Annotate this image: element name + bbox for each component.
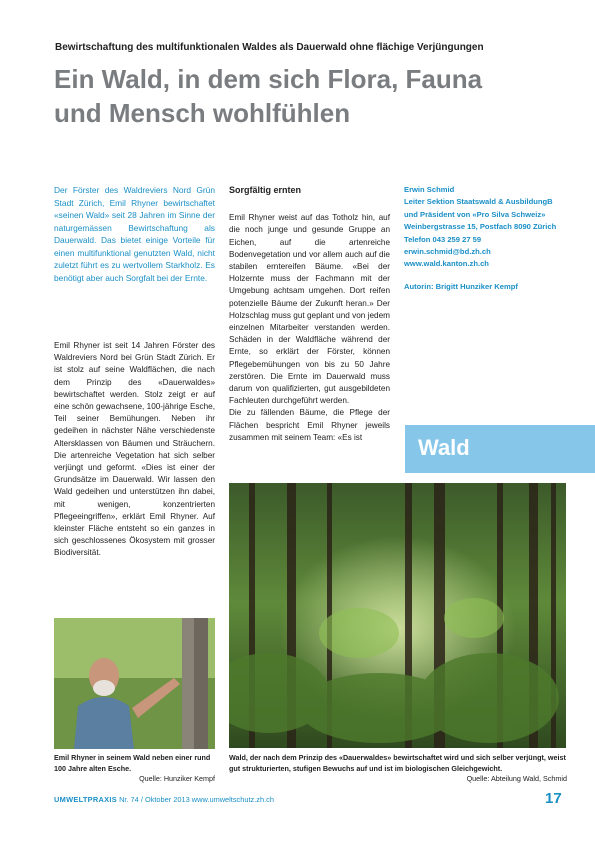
contact-box (404, 184, 557, 293)
caption-forester (54, 753, 215, 785)
contact-name: Erwin Schmid (404, 185, 455, 194)
caption-source: Quelle: Hunziker Kempf (139, 774, 215, 783)
caption-text: Emil Rhyner in seinem Wald neben einer rund 100 Jahre alten Esche. (54, 753, 211, 773)
contact-web[interactable]: www.wald.kanton.zh.ch (404, 259, 489, 269)
section-tag-label: Wald (418, 435, 470, 460)
section-tag (405, 425, 595, 473)
footer (54, 795, 274, 804)
article-title (54, 62, 554, 130)
author-credit: Autorin: Brigitt Hunziker Kempf (404, 281, 518, 291)
contact-email[interactable]: erwin.schmid@bd.zh.ch (404, 247, 491, 257)
page-number: 17 (545, 790, 562, 807)
contact-phone: Telefon 043 259 27 59 (404, 234, 482, 244)
section-heading: Sorgfältig ernten (229, 185, 302, 195)
contact-address: Weinbergstrasse 15, Postfach 8090 Zürich (404, 222, 557, 232)
article-kicker: Bewirtschaftung des multifunktionalen Waldes als Dauerwald ohne flächige Verjüngungen (55, 42, 484, 53)
footer-url[interactable]: www.umweltschutz.zh.ch (191, 795, 274, 804)
contact-role: Leiter Sektion Staatswald & AusbildungB (404, 197, 553, 207)
body-paragraph: Die zu fällenden Bäume, die Pflege der Flächen bespricht Emil Rhyner jeweils zusammen mit seinem Team: «Es ist (229, 408, 390, 442)
footer-brand: UMWELTPRAXIS (54, 795, 117, 804)
footer-issue: Nr. 74 / Oktober 2013 (119, 795, 190, 804)
lead-paragraph: Der Förster des Waldreviers Nord Grün Stadt Zürich, Emil Rhyner bewirtschaftet «seinen Wald» seit 28 Jahren im Sinne der naturgemässen Bewirtschaftung als Dauerwald. Das bietet einige Vorteile für einen multifunktional genutzten Wald, nicht zuletzt führt es zu wertvollem Starkholz. Es benötigt aber auch Sorgfalt bei der Ernte. (54, 185, 215, 283)
title-line-1: Ein Wald, in dem sich Flora, Fauna (54, 64, 483, 94)
column-1 (54, 340, 215, 560)
forester-photo (54, 618, 215, 749)
contact-role: und Präsident von «Pro Silva Schweiz» (404, 209, 546, 219)
caption-forest (229, 753, 567, 785)
body-paragraph: Emil Rhyner weist auf das Totholz hin, auf die noch junge und gesunde Gruppe an Eichen, auf die artenreiche Bodenvegetation und vor allem auch auf die stabilen erntereifen Bäume. «Bei der Holzernte muss der Fachmann mit der Umgebung achtsam umgehen. Dort reifen potenzielle Bäume der Zukunft heran.» Der Holzschlag muss gut geplant und von jedem einzelnen Mitarbeiter verstanden werden. Schäden in der Waldfläche während der Ernte, so erklärt der Förster, können Pflegebemühungen von bis zu 50 Jahre zerstören. Die Ernte im Dauerwald muss darum von qualifizierten, gut ausgebildeten Fachleuten durchgeführt werden. (229, 213, 390, 406)
caption-source: Quelle: Abteilung Wald, Schmid (466, 774, 567, 783)
column-2 (229, 184, 390, 444)
caption-text: Wald, der nach dem Prinzip des «Dauerwaldes» bewirtschaftet wird und sich selber verjüngt, weist gut strukturierten, stufigen Bewuchs auf und ist im biologischen Gleichgewicht. (229, 753, 566, 773)
title-line-2: und Mensch wohlfühlen (54, 98, 351, 128)
body-paragraph: Emil Rhyner ist seit 14 Jahren Förster des Waldreviers Nord bei Grün Stadt Zürich. Er ist stolz auf seine Waldflächen, die nach dem Prinzip des «Dauerwaldes» bewirtschaftet werden. Stolz zeigt er auf eine schön gewachsene, 100-jährige Esche, Teil seiner Bemühungen. Neben ihr gedeihen in nächster Nähe verschiedenste Altersklassen von Bäumen und Sträuchern. Die artenreiche Vegetation hat sich selber verjüngt und geformt. «Dies ist einer der Grundsätze im Dauerwald. Wir lassen den Wald gedeihen und unterstützen ihn dabei, mit wenigen, konzentrierten Pflegeeingriffen», erklärt Emil Rhyner. Auf kleinster Fläche entsteht so ein ganzes in sich geschlossenes Ökosystem mit grosser Biodiversität. (54, 341, 215, 558)
forest-photo (229, 483, 566, 748)
